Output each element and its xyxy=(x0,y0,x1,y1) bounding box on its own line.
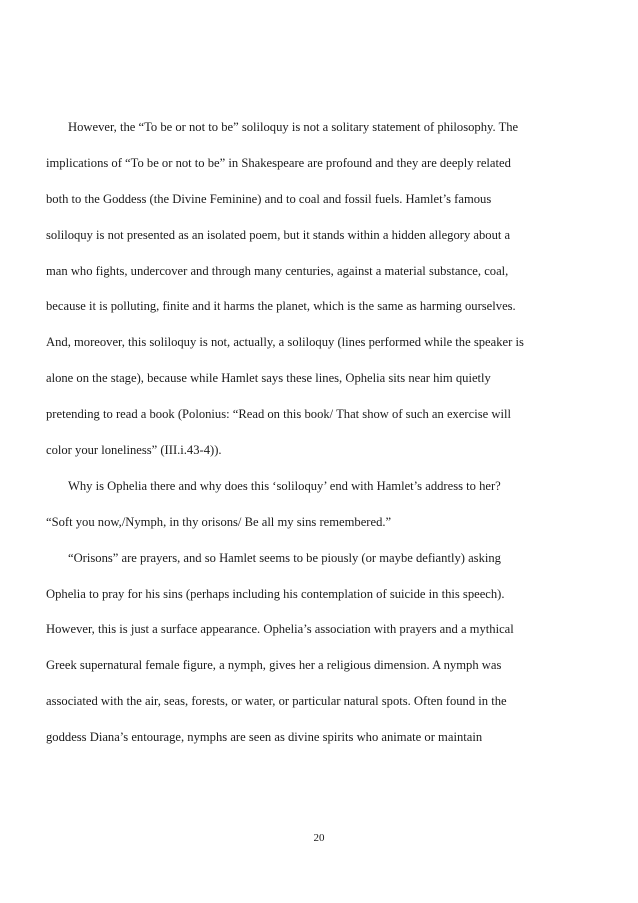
text-line: “Soft you now,/Nymph, in thy orisons/ Be all my sins remembered.” xyxy=(46,514,392,529)
text-line: because it is polluting, finite and it harms the planet, which is the same as harming ourselves. xyxy=(46,299,516,314)
text-line: Ophelia to pray for his sins (perhaps including his contemplation of suicide in this speech). xyxy=(46,586,505,601)
text-line: alone on the stage), because while Hamlet says these lines, Ophelia sits near him quietly xyxy=(46,371,491,386)
text-line: man who fights, undercover and through many centuries, against a material substance, coal, xyxy=(46,263,509,278)
text-line: Why is Ophelia there and why does this ‘soliloquy’ end with Hamlet’s address to her? xyxy=(68,478,501,493)
page-number: 20 xyxy=(313,832,325,844)
text-line: Greek supernatural female figure, a nymph, gives her a religious dimension. A nymph was xyxy=(46,658,502,673)
text-line: “Orisons” are prayers, and so Hamlet seems to be piously (or maybe defiantly) asking xyxy=(68,550,501,565)
text-line: associated with the air, seas, forests, or water, or particular natural spots. Often found in the xyxy=(46,694,507,709)
text-line: goddess Diana’s entourage, nymphs are seen as divine spirits who animate or maintain xyxy=(46,730,483,745)
text-line: color your loneliness” (III.i.43-4)). xyxy=(46,443,222,458)
text-line: implications of “To be or not to be” in Shakespeare are profound and they are deeply related xyxy=(46,155,511,170)
text-line: And, moreover, this soliloquy is not, actually, a soliloquy (lines performed while the speaker is xyxy=(46,335,524,350)
body-text xyxy=(46,113,618,759)
text-line: pretending to read a book (Polonius: “Read on this book/ That show of such an exercise will xyxy=(46,407,511,422)
text-line: However, this is just a surface appearance. Ophelia’s association with prayers and a mythical xyxy=(46,622,514,637)
text-line: However, the “To be or not to be” soliloquy is not a solitary statement of philosophy. The xyxy=(68,120,519,134)
text-line: both to the Goddess (the Divine Feminine) and to coal and fossil fuels. Hamlet’s famous xyxy=(46,191,492,206)
text-line: soliloquy is not presented as an isolated poem, but it stands within a hidden allegory about a xyxy=(46,227,511,242)
